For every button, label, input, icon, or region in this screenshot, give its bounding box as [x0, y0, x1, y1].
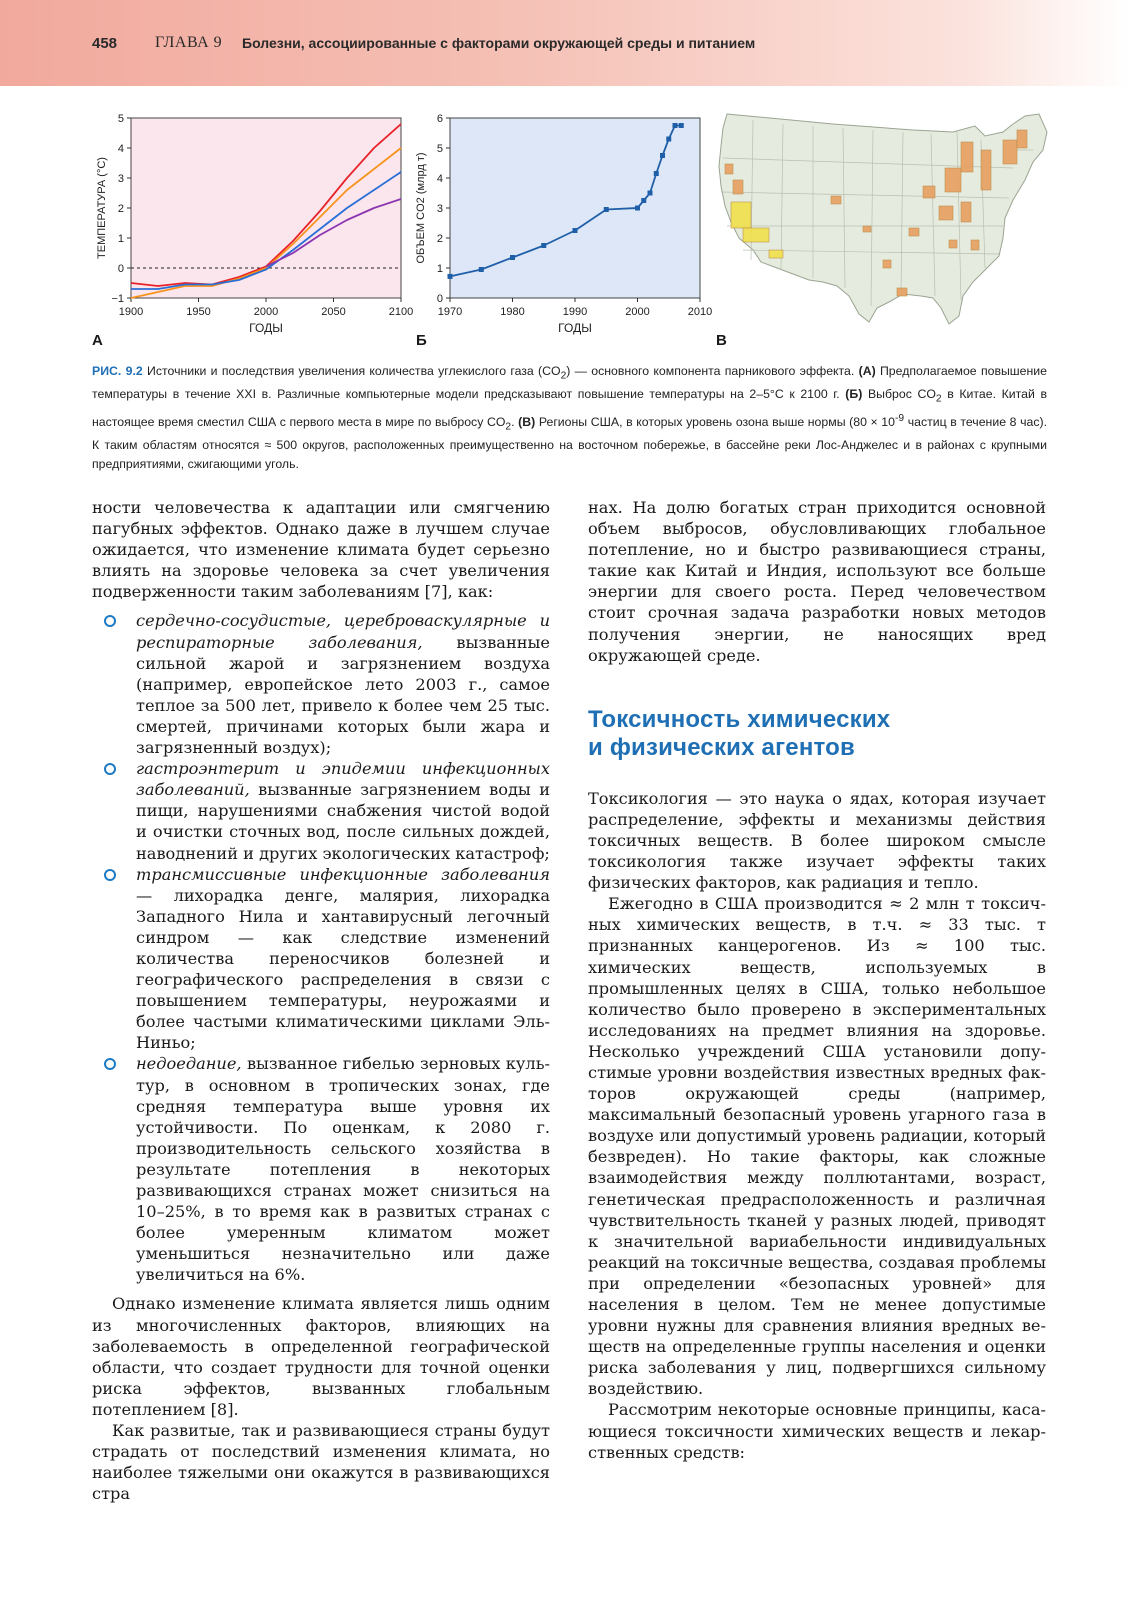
- paragraph: Как развитые, так и развивающиеся страны будут страдать от последствий изменения климата, но наиболее тяжелыми они окажутся в развивающихся стра: [92, 1421, 550, 1504]
- ozone-area: [961, 142, 973, 172]
- ozone-area: [923, 186, 935, 198]
- data-point: [654, 171, 659, 176]
- bullet-icon: [104, 615, 116, 627]
- list-item: [136, 610, 550, 758]
- ozone-area: [883, 260, 891, 268]
- ozone-area: [981, 150, 991, 190]
- list-item-term: гастроэнтерит и эпидемии инфекционных заболеваний,: [136, 759, 550, 800]
- list-item-text: вызванные загрязнением воды и пищи, нарушениями снабжения чистой водой и очистки сточных вод, после сильных дождей, наводнений и других экологических катастроф;: [136, 780, 550, 863]
- y-tick-label: 3: [117, 173, 124, 185]
- caption-text: Выброс CO: [862, 387, 936, 402]
- list-item: [136, 758, 550, 863]
- caption-sub: 2: [935, 393, 942, 405]
- data-point: [635, 206, 640, 211]
- caption-sup: -9: [894, 412, 905, 424]
- x-tick-label: 1950: [186, 306, 211, 318]
- paragraph: нах. На долю богатых стран приходится основной объем выбросов, обусловливающих глобальное потепление, но и быстро развивающиеся страны, такие как Китай и Индия, используют все больше энергии для своего роста. Перед человечеством стоит срочная задача разработки новых методов получения энергии, не наносящих вред окружающей среде.: [588, 498, 1046, 665]
- ozone-area: [731, 202, 751, 228]
- list-item-term: недоедание,: [136, 1054, 242, 1074]
- page-number: 458: [92, 35, 118, 52]
- x-tick-label: 1970: [437, 306, 463, 318]
- bullet-icon: [104, 1058, 116, 1070]
- y-tick-label: 3: [436, 203, 443, 215]
- y-axis-label: ОБЪЕМ CO2 (млрд т): [415, 152, 427, 264]
- x-tick-label: 1990: [562, 306, 588, 318]
- ozone-area: [725, 164, 733, 174]
- caption-sub: 2: [560, 370, 567, 382]
- figure-panel-a: [88, 108, 413, 350]
- caption-text: Источники и последствия увеличения количества углекислого газа (CO: [142, 364, 561, 378]
- list-item-text: вызванные сильной жарой и загрязнением воздуха (например, европейское лето 2003 г., самое теплое за 500 лет, привело к более чем 25 тыс. смертей, причинами которых были жара и загрязненный воздух);: [136, 632, 551, 758]
- page-header: [0, 0, 1131, 86]
- section-title-line: Токсичность химических: [588, 705, 891, 733]
- paragraph: Ежегодно в США производится ≈ 2 млн т токсичных химических веществ, в т.ч. ≈ 33 тыс. т признанных канцерогенов. Из ≈ 100 тыс. химических веществ, используемых в промышленных целях в США, только небольшое количество было проверено в экспериментальных исследованиях на предмет влияния на здоровье. Несколько учреждений США установили допустимые уровни воздействия известных вредных факторов окружающей среды (например, максимальный безопасный уровень угарного газа в воздухе или допустимый уровень радиации, который безвреден). Но такие факторы, как сложные взаимодействия между поллютантами, возраст, генетическая предрасположенность и различная чувствительность тканей у разных людей, приводят к значительной вариабельности индивидуальных реакций на токсичные вещества, создавая проблемы при определении «безопасных уровней» для населения в целом. Тем не менее допустимые уровни нужны для сравнения влияния вредных веществ на определенные группы населения и оценки риска заболевания у лиц, подвергшихся сильному воздействию.: [588, 894, 1046, 1399]
- bullet-icon: [104, 763, 116, 775]
- x-tick-label: 2010: [687, 306, 712, 318]
- section-title-line: и физических агентов: [588, 733, 855, 761]
- caption-text: Регионы США, в которых уровень озона выше нормы (80 × 10: [535, 415, 895, 429]
- data-point: [573, 228, 578, 233]
- caption-label: РИС. 9.2: [92, 364, 143, 378]
- ozone-area: [949, 240, 957, 248]
- x-tick-label: 1900: [118, 306, 144, 318]
- caption-text: Предполагаемое повышение температуры в течение XXI в. Различные компьютерные модели предсказывают повышение температуры на 2–5°С к 2100 г.: [92, 364, 1048, 402]
- caption-mark-c: (В): [518, 415, 536, 429]
- caption-text: .: [511, 415, 519, 429]
- panel-label-b: Б: [416, 332, 427, 349]
- caption-text: частиц в течение 8 час). К таким областям относятся ≈ 500 округов, расположенных преимущественно на восточном побережье, в бассейне реки Лос-Анджелес и в районах с крупными предприятиями, сжигающими уголь.: [92, 415, 1047, 472]
- right-column: [588, 497, 1046, 1463]
- us-ozone-map: [713, 110, 1053, 330]
- paragraph: Рассмотрим некоторые основные принципы, касающиеся токсичности химических веществ и лекарственных средств:: [588, 1400, 1046, 1462]
- y-tick-label: 2: [436, 233, 443, 245]
- data-point: [541, 243, 546, 248]
- y-tick-label: 5: [117, 113, 124, 125]
- x-tick-label: 2100: [388, 306, 413, 318]
- data-point: [648, 191, 653, 196]
- data-point: [660, 153, 665, 158]
- data-point: [448, 274, 453, 279]
- panel-label-a: А: [92, 332, 103, 349]
- y-tick-label: −1: [111, 293, 124, 305]
- data-point: [641, 198, 646, 203]
- y-tick-label: 0: [117, 263, 124, 275]
- disease-list: [92, 610, 550, 1285]
- panel-label-c: В: [716, 332, 727, 349]
- list-item-term: трансмиссивные инфекционные заболевания: [136, 864, 550, 884]
- section-title: [588, 706, 1046, 762]
- caption-mark-b: (Б): [845, 387, 863, 402]
- caption-mark-a: (А): [858, 364, 876, 378]
- paragraph: ности человечества к адаптации или смягчению пагубных эффектов. Однако даже в лучшем случае ожидается, что изменение климата будет серьезно влиять на здоровье человека за счет увеличения подверженности таким заболеваниям [7], как:: [92, 498, 550, 602]
- bullet-icon: [104, 869, 116, 881]
- chapter-label: ГЛАВА 9: [155, 34, 223, 51]
- ozone-area: [945, 168, 961, 192]
- y-tick-label: 4: [436, 173, 443, 185]
- y-tick-label: 0: [436, 293, 443, 305]
- caption-sub: 2: [505, 421, 512, 433]
- y-tick-label: 4: [117, 143, 124, 155]
- ozone-area: [909, 228, 919, 236]
- list-item: [136, 864, 550, 1054]
- y-tick-label: 1: [436, 263, 443, 275]
- x-axis-label: ГОДЫ: [249, 321, 283, 335]
- x-tick-label: 2050: [321, 306, 346, 318]
- left-column: [92, 497, 550, 1504]
- ozone-area: [961, 202, 971, 222]
- figure-panel-c: [713, 110, 1053, 334]
- x-axis-label: ГОДЫ: [558, 321, 592, 335]
- figure-panel-b: [412, 108, 712, 350]
- caption-text: ) — основного компонента парникового эффекта.: [566, 364, 859, 378]
- chapter-title: Болезни, ассоциированные с факторами окружающей среды и питанием: [242, 35, 756, 51]
- figure-caption: [92, 362, 1047, 474]
- list-item-text: — лихорадка денге, малярия, лихорадка Западного Нила и хантавирусный легочный синдром — как следствие изменений количества переносчиков болезней и географического распределения в связи с повышением температуры, неурожаями и более частыми климатическими циклами Эль-Ниньо;: [136, 885, 550, 1053]
- temperature-chart: [88, 108, 413, 346]
- plot-area: [450, 118, 700, 298]
- co2-chart: [412, 108, 712, 346]
- x-tick-label: 2000: [253, 306, 279, 318]
- y-axis-label: ТЕМПЕРАТУРА (°С): [96, 157, 108, 259]
- list-item-text: вызванное гибелью зерновых культур, в основном в тропических зонах, где средняя температура выше уровня их устойчивости. По оценкам, к 2080 г. производительность сельского хозяйства в результате потепления в некоторых развивающихся странах может снизиться на 10–25%, в то время как в развитых странах с более умеренным климатом может уменьшиться незначительно или даже увеличиться на 6%.: [136, 1054, 550, 1285]
- ozone-area: [769, 250, 783, 258]
- plot-area: [131, 118, 401, 298]
- list-item-term: сердечно-сосудистые, цереброваскулярные и респираторные заболевания,: [136, 611, 550, 652]
- ozone-area: [733, 180, 743, 194]
- data-point: [673, 123, 678, 128]
- ozone-area: [1003, 140, 1017, 164]
- data-point: [510, 255, 515, 260]
- paragraph: Однако изменение климата является лишь одним из многочисленных факторов, влияющих на заболеваемость в определенной географической области, что создает трудности для точной оценки риска эффектов, вызванных глобальным потеплением [8].: [92, 1294, 550, 1419]
- caption-text: в Китае. Китай в настоящее время сместил США с первого места в мире по выбросу CO: [92, 387, 1047, 429]
- ozone-area: [743, 228, 769, 242]
- data-point: [679, 123, 684, 128]
- data-point: [479, 267, 484, 272]
- y-tick-label: 6: [436, 113, 443, 125]
- x-tick-label: 2000: [625, 306, 650, 318]
- y-tick-label: 5: [436, 143, 443, 155]
- data-point: [604, 207, 609, 212]
- list-item: [136, 1053, 550, 1285]
- x-tick-label: 1980: [500, 306, 525, 318]
- ozone-area: [897, 288, 907, 296]
- data-point: [666, 137, 671, 142]
- ozone-area: [939, 206, 953, 220]
- paragraph: Токсикология — это наука о ядах, которая изучает распределение, эффекты и механизмы действия токсичных веществ. В более широком смысле токсикология также изучает эффекты таких физических факторов, как радиация и тепло.: [588, 788, 1046, 893]
- y-tick-label: 1: [117, 233, 124, 245]
- y-tick-label: 2: [117, 203, 124, 215]
- ozone-area: [971, 240, 979, 250]
- us-map-land: [719, 114, 1047, 324]
- ozone-area: [831, 196, 841, 204]
- ozone-area: [1017, 130, 1027, 148]
- ozone-area: [863, 226, 871, 232]
